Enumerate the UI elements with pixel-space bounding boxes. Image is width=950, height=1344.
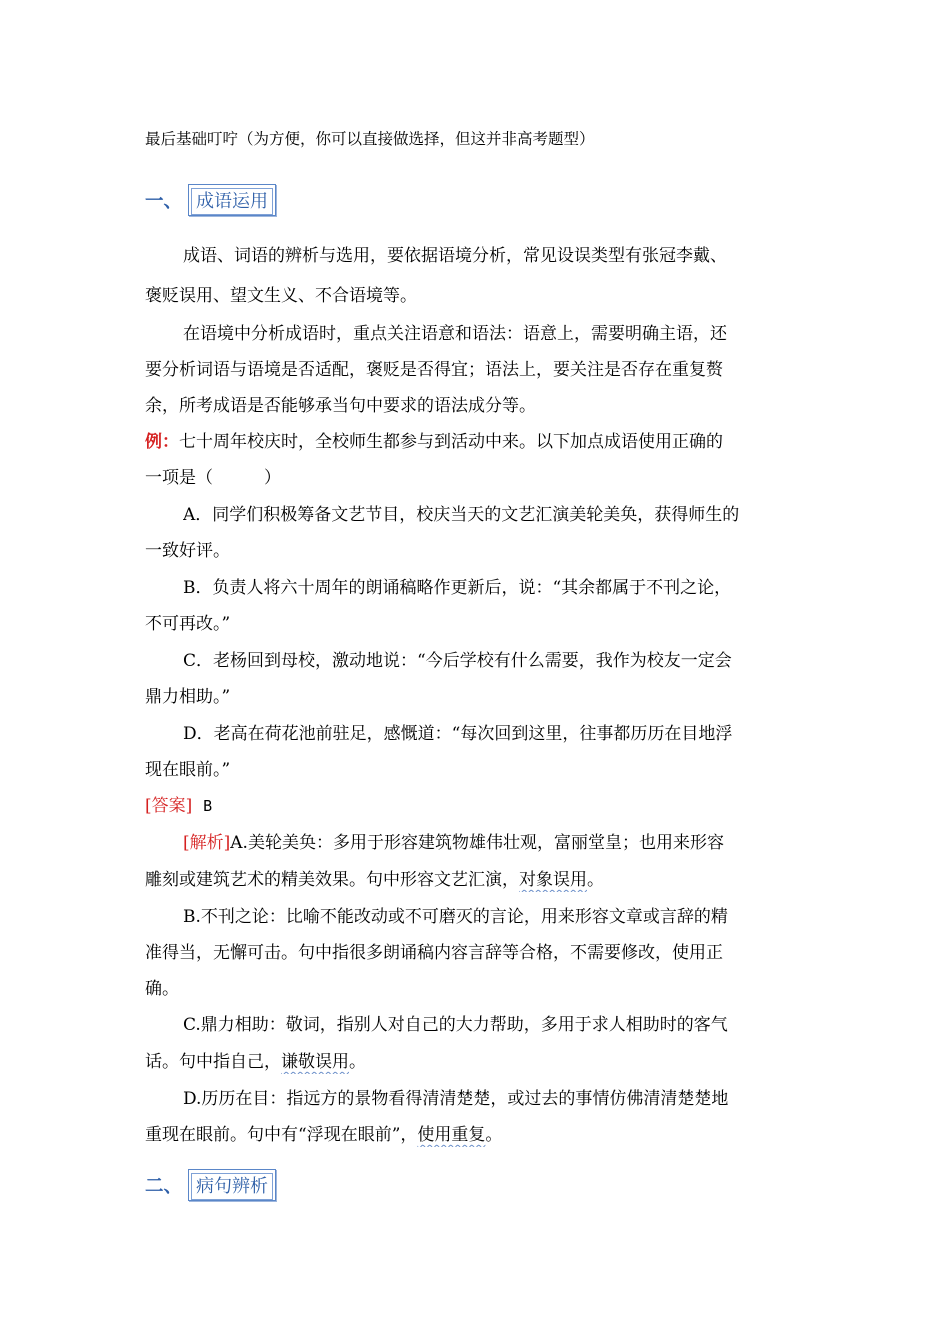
analysis-text: 。 [349, 1052, 366, 1072]
analysis-label: [解析] [183, 833, 231, 853]
analysis-c-cont [145, 1050, 810, 1074]
example-text: 七十周年校庆时，全校师生都参与到活动中来。以下加点成语使用正确的 [179, 432, 723, 452]
option-a: A．同学们积极筹备文艺节目，校庆当天的文艺汇演美轮美奂，获得师生的 [183, 505, 740, 525]
analysis-d: D.历历在目：指远方的景物看得清清楚楚，或过去的事情仿佛清清楚楚地 [183, 1089, 729, 1109]
answer-value: B [203, 797, 213, 815]
key-error-phrase: 使用重复 [417, 1125, 486, 1145]
analysis-text: 重现在眼前。句中有“浮现在眼前”， [145, 1125, 418, 1145]
option-c: C．老杨回到母校，激动地说：“今后学校有什么需要，我作为校友一定会 [183, 651, 732, 671]
section-number: 一、 [145, 191, 183, 212]
paragraph-line: 余，所考成语是否能够承当句中要求的语法成分等。 [145, 396, 536, 416]
key-error-phrase: 谦敬误用 [281, 1052, 349, 1072]
section-title-box [188, 184, 276, 216]
example-question [145, 430, 810, 454]
section-header-2 [145, 1168, 276, 1202]
example-question-cont: 一项是（ ） [145, 468, 281, 488]
option-b-cont: 不可再改。” [145, 614, 231, 634]
option-d-cont: 现在眼前。” [145, 760, 231, 780]
section-title: 病句辨析 [191, 1173, 273, 1200]
answer-line [145, 794, 810, 818]
paragraph-line: 在语境中分析成语时，重点关注语意和语法：语意上，需要明确主语，还 [183, 324, 727, 344]
analysis-text: 话。句中指自己， [145, 1052, 281, 1072]
example-label: 例： [145, 432, 179, 452]
analysis-d-cont [145, 1123, 810, 1147]
analysis-text: 。 [485, 1125, 503, 1145]
analysis-text: 雕刻或建筑艺术的精美效果。句中形容文艺汇演， [145, 870, 519, 890]
analysis-b-cont: 确。 [145, 979, 179, 999]
analysis-a [183, 831, 810, 855]
option-b: B．负责人将六十周年的朗诵稿略作更新后，说：“其余都属于不刊之论， [183, 578, 732, 598]
intro-note: 最后基础叮咛（为方便，你可以直接做选择，但这并非高考题型） [145, 130, 595, 148]
section-header-1 [145, 183, 276, 217]
key-error-phrase: 对象误用 [519, 870, 587, 890]
analysis-a-cont [145, 868, 810, 892]
analysis-b: B.不刊之论：比喻不能改动或不可磨灭的言论，用来形容文章或言辞的精 [183, 907, 728, 927]
analysis-c: C.鼎力相助：敬词，指别人对自己的大力帮助，多用于求人相助时的客气 [183, 1015, 728, 1035]
option-d: D．老高在荷花池前驻足，感慨道：“每次回到这里，往事都历历在目地浮 [183, 724, 733, 744]
analysis-b-cont: 准得当，无懈可击。句中指很多朗诵稿内容言辞等合格，不需要修改，使用正 [145, 943, 723, 963]
section-title: 成语运用 [191, 188, 273, 215]
paragraph-line: 褒贬误用、望文生义、不合语境等。 [145, 286, 417, 306]
section-title-box [188, 1169, 276, 1201]
answer-label: [答案] [145, 796, 193, 816]
paragraph-line: 成语、词语的辨析与选用，要依据语境分析，常见设误类型有张冠李戴、 [183, 246, 727, 266]
analysis-text: A.美轮美奂：多用于形容建筑物雄伟壮观，富丽堂皇；也用来形容 [230, 833, 724, 853]
paragraph-line: 要分析词语与语境是否适配，褒贬是否得宜；语法上，要关注是否存在重复赘 [145, 360, 723, 380]
option-a-cont: 一致好评。 [145, 541, 230, 561]
section-number: 二、 [145, 1176, 183, 1197]
analysis-text: 。 [587, 870, 604, 890]
option-c-cont: 鼎力相助。” [145, 687, 231, 707]
